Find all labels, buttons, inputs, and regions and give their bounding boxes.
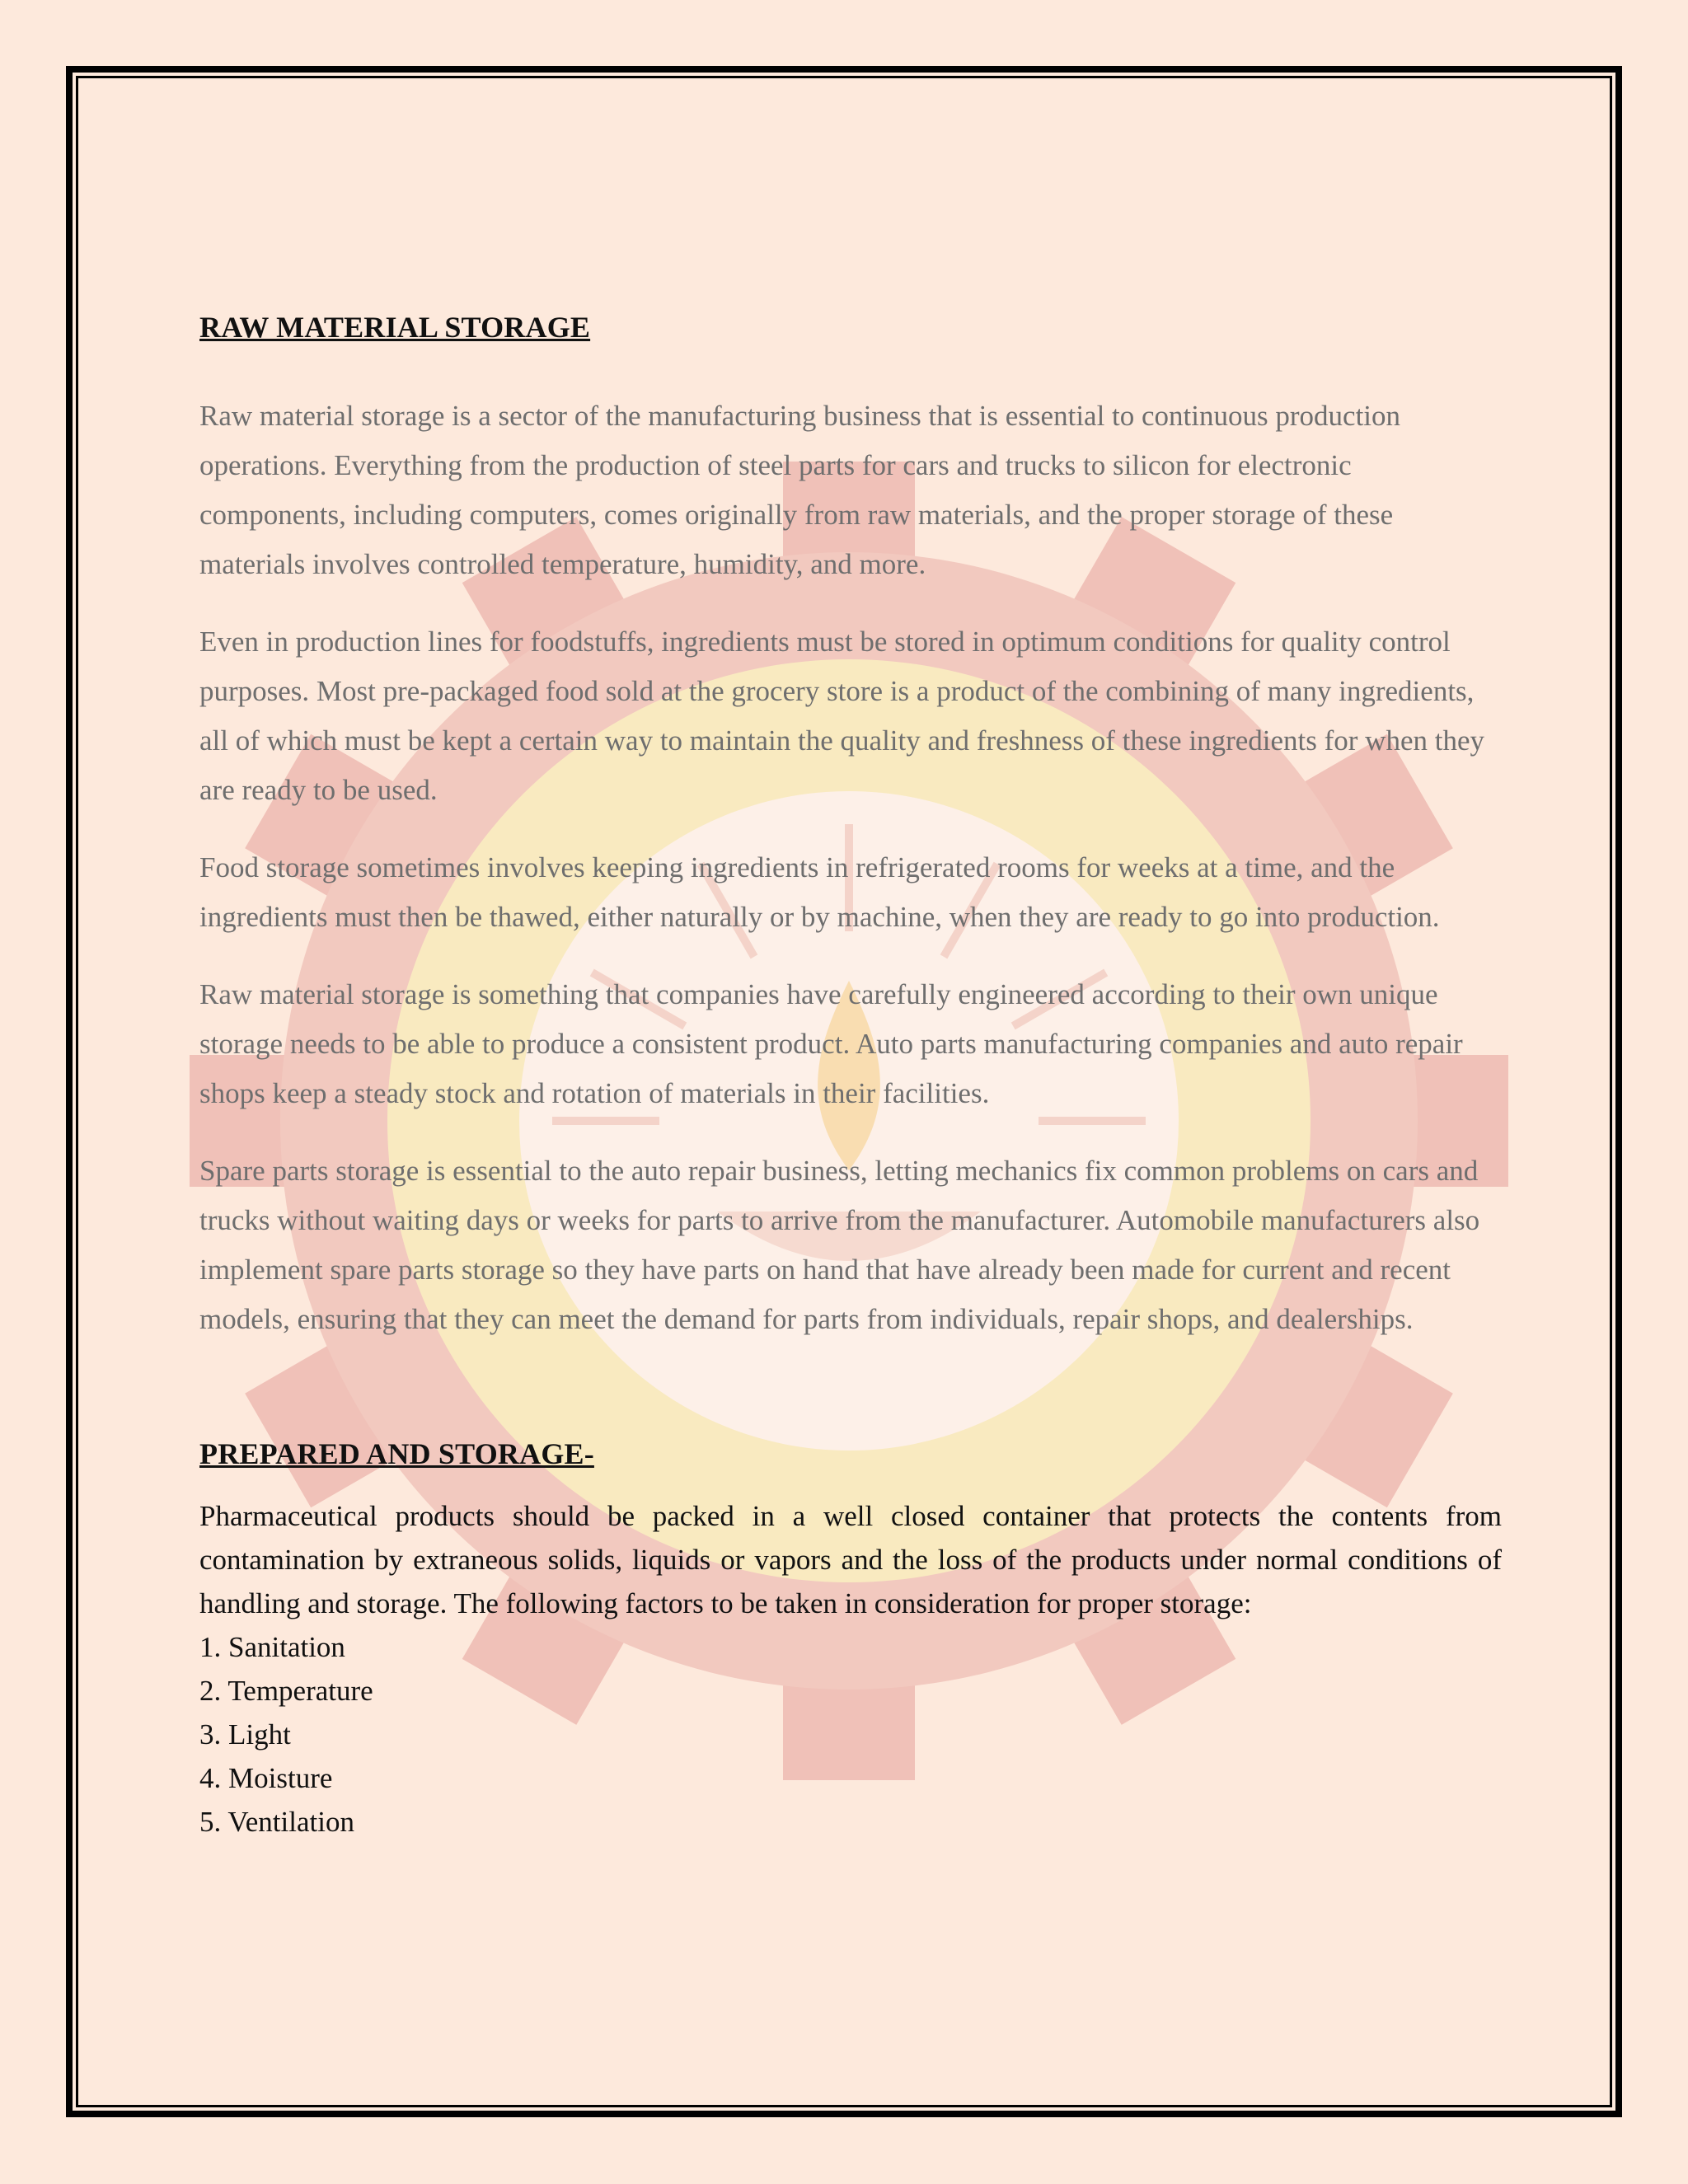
raw-material-storage-heading: RAW MATERIAL STORAGE — [199, 311, 591, 344]
paragraph-spare-parts: Spare parts storage is essential to the auto repair business, letting mechanics fix common problems on cars and trucks without waiting days or weeks for parts to arrive from the manufacturer. Automobile manufacturers also implement spare parts storage so they have parts on hand that have already been made for current and recent models, ensuring that they can meet the demand for parts from individuals, repair shops, and dealerships. — [199, 1155, 1480, 1335]
paragraph-raw-material-intro: Raw material storage is a sector of the manufacturing business that is essential to continuous production operations. Everything from the production of steel parts for cars and trucks to silicon for electronic components, including computers, comes originally from raw materials, and the proper storage of these materials involves controlled temperature, humidity, and more. — [199, 400, 1401, 580]
prepared-and-storage-heading: PREPARED AND STORAGE- — [199, 1437, 594, 1470]
storage-factors-list — [199, 1625, 1502, 1844]
list-item: 5. Ventilation — [199, 1806, 354, 1838]
list-item: 4. Moisture — [199, 1762, 333, 1794]
document-body — [199, 310, 1502, 1844]
list-item: 3. Light — [199, 1718, 291, 1750]
list-item: 1. Sanitation — [199, 1631, 345, 1663]
paragraph-pharmaceutical: Pharmaceutical products should be packed in a well closed container that protects the contents from contamination by extraneous solids, liquids or vapors and the loss of the products under normal conditions of handling and storage. The following factors to be taken in consideration for proper storage: — [199, 1500, 1502, 1619]
paragraph-engineered-storage: Raw material storage is something that companies have carefully engineered according to their own unique storage needs to be able to produce a consistent product. Auto parts manufacturing companies and auto repair shops keep a steady stock and rotation of materials in their facilities. — [199, 978, 1463, 1109]
list-item: 2. Temperature — [199, 1675, 373, 1707]
paragraph-food-storage: Food storage sometimes involves keeping ingredients in refrigerated rooms for weeks at a time, and the ingredients must then be thawed, either naturally or by machine, when they are ready to go into production. — [199, 851, 1440, 933]
paragraph-foodstuffs: Even in production lines for foodstuffs, ingredients must be stored in optimum conditions for quality control purposes. Most pre-packaged food sold at the grocery store is a product of the combining of many ingredients, all of which must be kept a certain way to maintain the quality and freshness of these ingredients for when they are ready to be used. — [199, 626, 1484, 806]
